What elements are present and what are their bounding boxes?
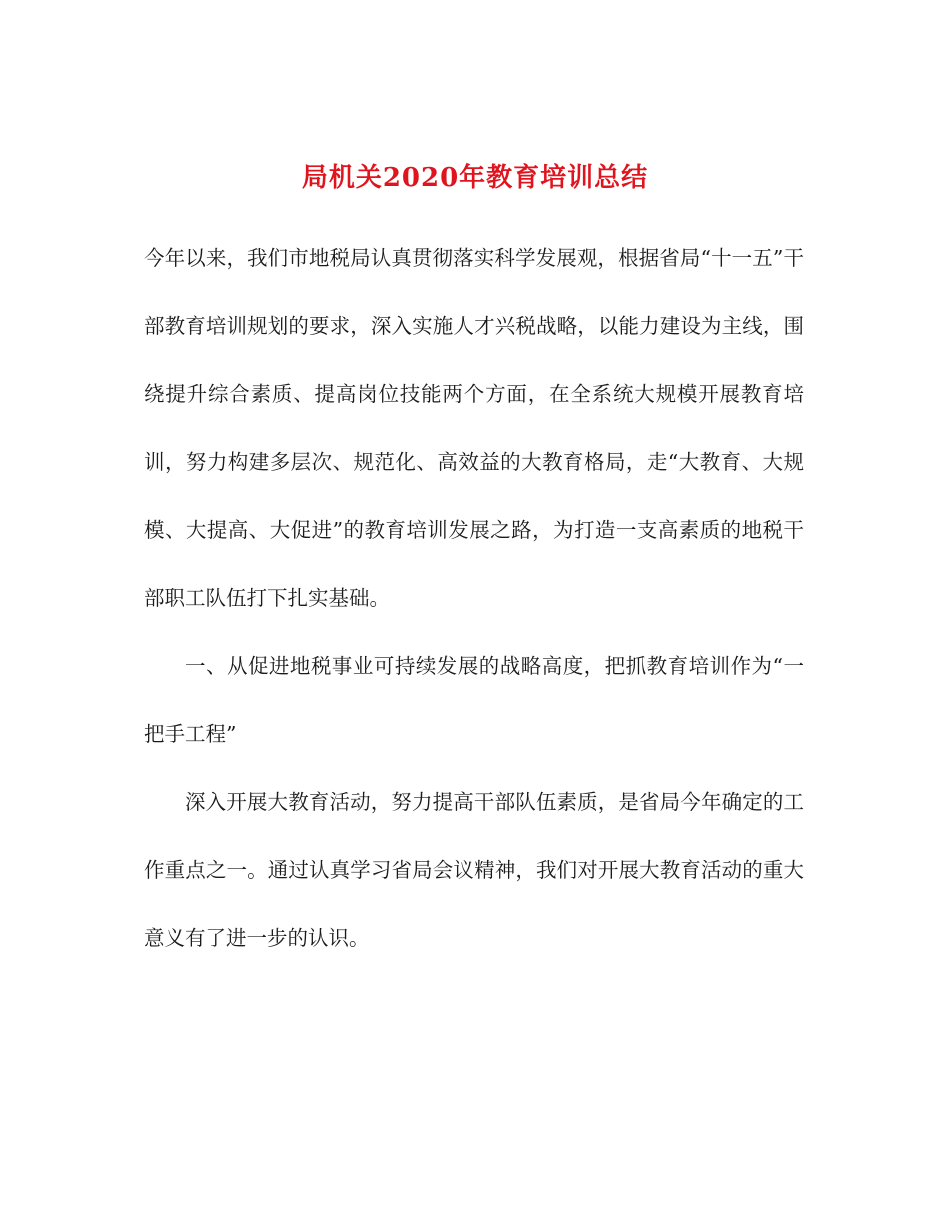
- section-heading-1: 一、从促进地税事业可持续发展的战略高度，把抓教育培训作为“一把手工程”: [144, 654, 804, 746]
- document-body: [144, 224, 804, 972]
- paragraph-intro: 今年以来，我们市地税局认真贯彻落实科学发展观，根据省局“十一五”干部教育培训规划的要求，深入实施人才兴税战略，以能力建设为主线，围绕提升综合素质、提高岗位技能两个方面，在全系统大规模开展教育培训，努力构建多层次、规范化、高效益的大教育格局，走“大教育、大规模、大提高、大促进”的教育培训发展之路，为打造一支高素质的地税干部职工队伍打下扎实基础。: [144, 246, 804, 610]
- paragraph-section-1: 深入开展大教育活动，努力提高干部队伍素质，是省局今年确定的工作重点之一。通过认真学习省局会议精神，我们对开展大教育活动的重大意义有了进一步的认识。: [144, 790, 804, 950]
- document-title: 局机关2020年教育培训总结: [301, 163, 649, 194]
